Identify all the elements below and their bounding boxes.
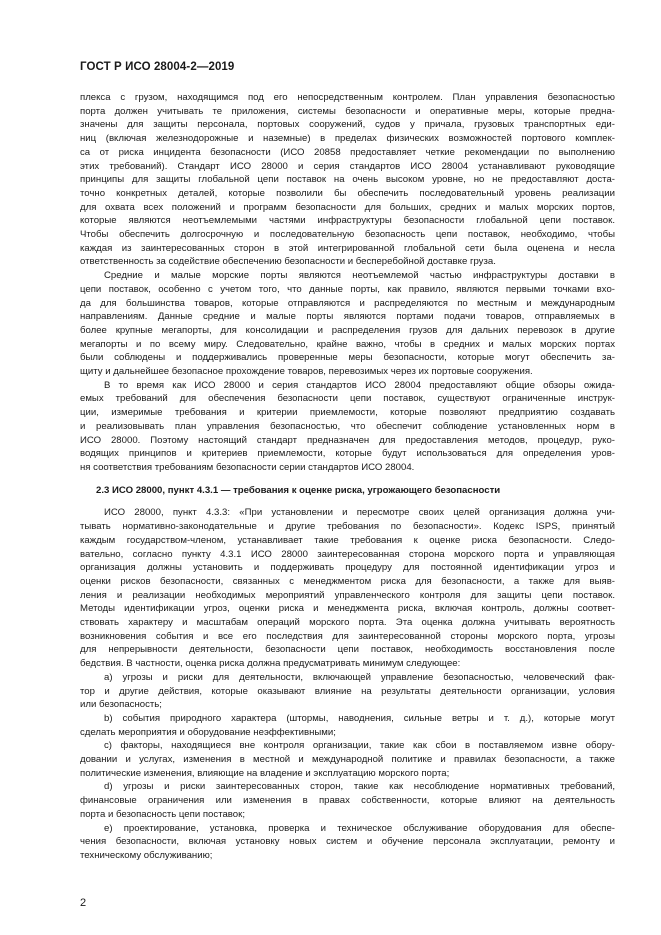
text-line: вательно, согласно пункту 4.3.1 ИСО 28000 заинтересованная сторона морского порта и управляющая [80, 548, 615, 560]
text-line: чения безопасности, включая установку новых систем и обучение персонала эксплуатации, ремонту и [80, 836, 615, 848]
text-line: и реализовывать план управления безопасностью, что обеспечит соблюдение установленных норм в [80, 420, 615, 432]
text-line: В то время как ИСО 28000 и серия стандартов ИСО 28004 предоставляют общие обзоры ожида- [104, 379, 615, 391]
text-line: каждым государством-членом, устанавливает такие требования к оценке риска безопасности. Следо- [80, 534, 615, 546]
text-line: порта должен учитывать те приложения, системы безопасности и оперативные меры, которые предна- [80, 105, 615, 117]
text-line: e) проектирование, установка, проверка и техническое обслуживание оборудования для обеспе- [104, 822, 615, 834]
paragraph [80, 780, 615, 821]
text-line: возникновения события и все его последствия для заинтересованной стороны морского порта, угрозы [80, 630, 615, 642]
text-line: или безопасность; [80, 699, 162, 711]
text-line: каждая из заинтересованных сторон в этой интегрированной глобальной сети была оценена и несла [80, 242, 615, 254]
text-line: политические изменения, влияющие на владение и эксплуатацию морского порта; [80, 767, 450, 779]
text-line: са от риска инцидента безопасности (ИСО 20858 предоставляет четкие рекомендации по выполнению [80, 146, 615, 158]
text-line: цепи поставок, особенно с учетом того, что данные порты, как правило, являются первыми точками вхо- [80, 283, 615, 295]
text-line: ИСО 28000, пункт 4.3.3: «При установлении и пересмотре своих целей организация должна учи- [104, 507, 615, 519]
text-line: техническому обслуживанию; [80, 849, 213, 861]
text-line: довании и услугах, изменения в местной и международной политике и правилах безопасности, а также [80, 754, 615, 766]
text-line: ответственность за содействие обеспечению безопасности и бесперебойной доставке груза. [80, 256, 496, 268]
text-line: плекса с грузом, находящимся под его непосредственным контролем. План управления безопасностью [80, 92, 615, 103]
text-line: Методы идентификации угроз, оценки риска и менеджмента риска, включая контроль, должны соответ- [80, 603, 615, 615]
document-body [80, 91, 615, 863]
paragraph [80, 822, 615, 863]
text-line: d) угрозы и риски заинтересованных сторон, такие как несоблюдение нормативных требований, [104, 781, 615, 793]
text-line: Чтобы обеспечить долгосрочную и последовательную безопасность цепи поставок, необходимо, чтобы [80, 229, 615, 241]
text-line: ления и реализации необходимых мероприятий управленческого контроля для защиты цепи поставок. [80, 589, 615, 601]
paragraph [80, 671, 615, 712]
text-line: принципы для защиты глобальной цепи поставок на очень высоком уровне, но не предоставляют доста- [80, 174, 615, 186]
text-line: ции, измеримые требования и критерии приемлемости, которые позволяют предприятию создавать [80, 407, 615, 419]
text-line: Средние и малые морские порты являются неотъемлемой частью инфраструктуры доставки в [104, 270, 615, 282]
text-line: были соблюдены и поддерживались проверенные меры безопасности, которые могут обеспечить за- [80, 352, 615, 364]
text-line: мегапорты и по всему миру. Следовательно, крайне важно, чтобы в средних и малых морских портах [80, 338, 615, 350]
paragraph [80, 269, 615, 379]
text-line: порта и безопасность цепи поставок; [80, 808, 245, 820]
text-line: ИСО 28000. Поэтому настоящий стандарт предназначен для предоставления методов, процедур, руко- [80, 434, 615, 446]
text-line: бедствия. В частности, оценка риска должна предусматривать минимум следующее: [80, 658, 461, 670]
section-heading: 2.3 ИСО 28000, пункт 4.3.1 — требования к оценке риска, угрожающего безопасности [96, 484, 501, 496]
text-line: ствовать характеру и масштабам операций морского порта. Эта оценка должна учитывать вероятность [80, 617, 615, 629]
paragraph [80, 739, 615, 780]
text-line: водящих принципов и критериев приемлемости, которые будут использоваться для определения уров- [80, 448, 615, 460]
document-header: ГОСТ Р ИСО 28004-2—2019 [80, 61, 235, 73]
text-line: емых требований для обеспечения безопасности цепи поставок, существуют ограниченные инструк- [80, 393, 615, 405]
text-line: которые являются неотъемлемыми частями инфраструктуры безопасности глобальной цепи поставок. [80, 215, 615, 227]
text-line: для охвата всех положений и программ безопасности для больших, средних и малых морских портов, [80, 201, 615, 213]
text-line: b) события природного характера (штормы, наводнения, сильные ветры и т. д.), которые могут [104, 712, 615, 724]
text-line: этих требований). Стандарт ИСО 28000 и серия стандартов ИСО 28004 устанавливают руководящие [80, 160, 615, 172]
text-line: c) факторы, находящиеся вне контроля организации, такие как сбои в поставляемом извне обору- [104, 740, 615, 752]
text-line: финансовые ограничения или изменения в правах собственности, которые влияют на деятельность [80, 795, 615, 807]
paragraph [80, 379, 615, 475]
paragraph [80, 712, 615, 739]
text-line: для непрерывности деятельности, безопасности цепи поставок, необходимость восстановления после [80, 644, 615, 656]
text-line: более крупные мегапорты, для консолидации и распределения грузов для дальних перевозок в другие [80, 324, 615, 336]
text-line: точно конкретных деталей, которые позволили бы обеспечить последовательный уровень реализации [80, 187, 615, 199]
text-line: ниц (включая железнодорожные и наземные) в пределах физических возможностей портового комплек- [80, 133, 615, 145]
text-line: да для большинства товаров, которые отправляются и распределяются по местным и международным [80, 297, 615, 309]
text-line: оценки рисков безопасности, связанных с менеджментом риска для безопасности, а также для выяв- [80, 575, 615, 587]
text-line: значены для защиты персонала, портовых сооружений, судов у причала, грузовых транспортных еди- [80, 119, 615, 131]
text-line: тор и другие действия, которые оказывают влияние на результаты деятельности организации, условия [80, 685, 615, 697]
section-paragraphs [80, 506, 615, 862]
text-line: a) угрозы и риски для деятельности, включающей управление безопасностью, человеческий фак- [104, 671, 615, 683]
page-number: 2 [80, 897, 87, 909]
paragraph [80, 506, 615, 670]
text-line: организация должны установить и поддерживать процедуру для постоянной идентификации угроз и [80, 562, 615, 574]
text-line: направлениям. Данные средние и малые порты являются портами подачи товаров, отправляемых в [80, 311, 615, 323]
text-line: тывать нормативно-законодательные и другие требования по безопасности». Кодекс ISPS, принятый [80, 521, 615, 533]
text-line: сделать мероприятия и оборудование неэффективными; [80, 726, 336, 738]
paragraph [80, 91, 615, 269]
intro-paragraphs [80, 91, 615, 475]
text-line: ня соответствия требованиям безопасности серии стандартов ИСО 28004. [80, 461, 415, 473]
text-line: щиту и дальнейшее безопасное прохождение товаров, перевозимых через их портовые сооружения. [80, 366, 533, 378]
